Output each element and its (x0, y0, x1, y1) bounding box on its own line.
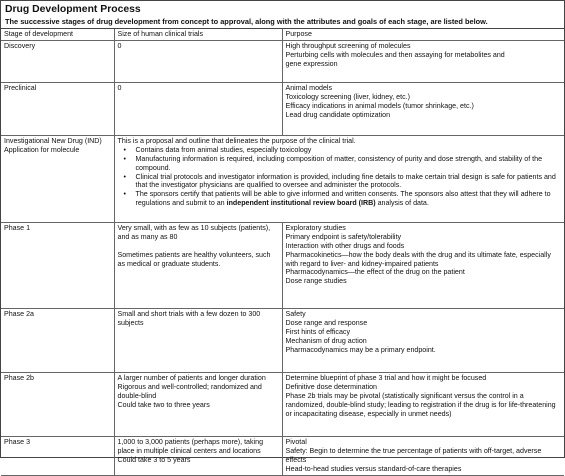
ind-intro: This is a proposal and outline that delineates the purpose of the clinical trial. (117, 136, 356, 145)
stage-cell: Phase 2b (1, 372, 114, 436)
purpose-line: Perturbing cells with molecules and then assaying for metabolites and (285, 50, 505, 59)
ind-bullet: • Manufacturing information is required, including composition of matter, consistency of purity and dose strength, and stability of the compound. (136, 155, 562, 173)
stage-cell: Phase 1 (1, 222, 114, 308)
table-header-row (1, 29, 564, 40)
purpose-line: Pivotal (285, 437, 307, 446)
stage-cell: Phase 2a (1, 308, 114, 372)
purpose-line: Safety (285, 309, 306, 318)
purpose-line: Dose range and response (285, 318, 368, 327)
ind-bullet-list (118, 146, 562, 208)
stage-cell: Phase 3 (1, 436, 114, 475)
size-cell: 0 (114, 40, 282, 82)
purpose-line: Pharmacodynamics may be a primary endpoint. (285, 345, 436, 354)
purpose-cell (282, 436, 564, 475)
purpose-line: Dose range studies (285, 277, 347, 286)
purpose-cell (282, 308, 564, 372)
size-line: Rigorous and well-controlled; randomized and double-blind (117, 382, 262, 400)
document-subtitle: The successive stages of drug development from concept to approval, along with the attributes and goals of each stage, are listed below. (1, 17, 564, 29)
header-purpose: Purpose (282, 29, 564, 40)
size-cell: Small and short trials with a few dozen to 300 subjects (114, 308, 282, 372)
purpose-line: Definitive dose determination (285, 382, 377, 391)
line-gap (118, 242, 279, 251)
stage-cell (1, 135, 114, 222)
purpose-line: Lead drug candidate optimization (285, 110, 391, 119)
purpose-cell (282, 372, 564, 436)
ind-bullet: • Clinical trial protocols and investigator information is provided, including fine details to make certain trial design is safe for patients and that the investigator physicians are qualified to oversee and administer the protocols. (136, 173, 562, 191)
size-line: Sometimes patients are healthy volunteers, such as medical or graduate students. (117, 250, 271, 268)
purpose-line: Interaction with other drugs and foods (285, 241, 405, 250)
purpose-line: Exploratory studies (285, 223, 346, 232)
table-row-preclinical (1, 82, 564, 135)
ind-description-cell (114, 135, 564, 222)
table-row-phase2a (1, 308, 564, 372)
stage-cell: Discovery (1, 40, 114, 82)
table-row-discovery (1, 40, 564, 82)
purpose-line: Phase 2b trials may be pivotal (statistically significant versus the control in a randomized, double-blind study; leading to registration if the drug is for life-threatening or incapacitating disease, especially in unmet needs) (285, 391, 556, 418)
drug-development-table (1, 29, 564, 476)
purpose-cell (282, 222, 564, 308)
purpose-line: Determine blueprint of phase 3 trial and how it might be focused (285, 373, 487, 382)
purpose-cell (282, 82, 564, 135)
purpose-line: Animal models (285, 83, 333, 92)
purpose-line: First hints of efficacy (285, 327, 351, 336)
purpose-line: Mechanism of drug action (285, 336, 367, 345)
table-row-phase2b (1, 372, 564, 436)
purpose-line: Primary endpoint is safety/tolerability (285, 232, 402, 241)
purpose-line: Safety: Begin to determine the true percentage of patients with off-target, adverse effects (285, 446, 542, 464)
table-row-phase1 (1, 222, 564, 308)
ind-bullet-text: The sponsors certify that patients will be able to give informed and written consents. The sponsors also attest that they will adhere to regulations and submit to an (135, 190, 551, 208)
size-line: 1,000 to 3,000 patients (perhaps more), taking place in multiple clinical centers and locations (117, 437, 264, 455)
size-cell (114, 436, 282, 475)
irb-term: independent institutional review board (IRB) (226, 199, 376, 208)
purpose-line: High throughput screening of molecules (285, 41, 411, 50)
purpose-cell (282, 40, 564, 82)
header-size: Size of human clinical trials (114, 29, 282, 40)
stage-line: Application for molecule (4, 145, 80, 154)
purpose-line: Pharmacodynamics—the effect of the drug on the patient (285, 268, 465, 277)
purpose-line: Pharmacokinetics—how the body deals with the drug and its ultimate fate, especially with regard to liver- and kidney-impaired patients (285, 250, 551, 268)
size-line: A larger number of patients and longer duration (117, 373, 266, 382)
purpose-line: gene expression (285, 59, 338, 68)
header-stage: Stage of development (1, 29, 114, 40)
size-line: Could take two to three years (117, 400, 210, 409)
table-row-ind (1, 135, 564, 222)
size-cell (114, 222, 282, 308)
ind-bullet: • Contains data from animal studies, especially toxicology (136, 146, 562, 155)
stage-line: Investigational New Drug (IND) (4, 136, 102, 145)
size-line: Could take 3 to 5 years (117, 455, 191, 464)
document-title: Drug Development Process (5, 4, 141, 15)
size-cell (114, 372, 282, 436)
ind-bullet-tail: analysis of data. (377, 199, 429, 208)
table-row-phase3 (1, 436, 564, 475)
stage-cell: Preclinical (1, 82, 114, 135)
size-line: Very small, with as few as 10 subjects (patients), and as many as 80 (117, 223, 271, 241)
purpose-line: Efficacy indications in animal models (tumor shrinkage, etc.) (285, 101, 474, 110)
purpose-line: Toxicology screening (liver, kidney, etc.) (285, 92, 410, 101)
ind-bullet (136, 190, 562, 208)
purpose-line: Head-to-head studies versus standard-of-care therapies (285, 464, 462, 473)
size-cell: 0 (114, 82, 282, 135)
